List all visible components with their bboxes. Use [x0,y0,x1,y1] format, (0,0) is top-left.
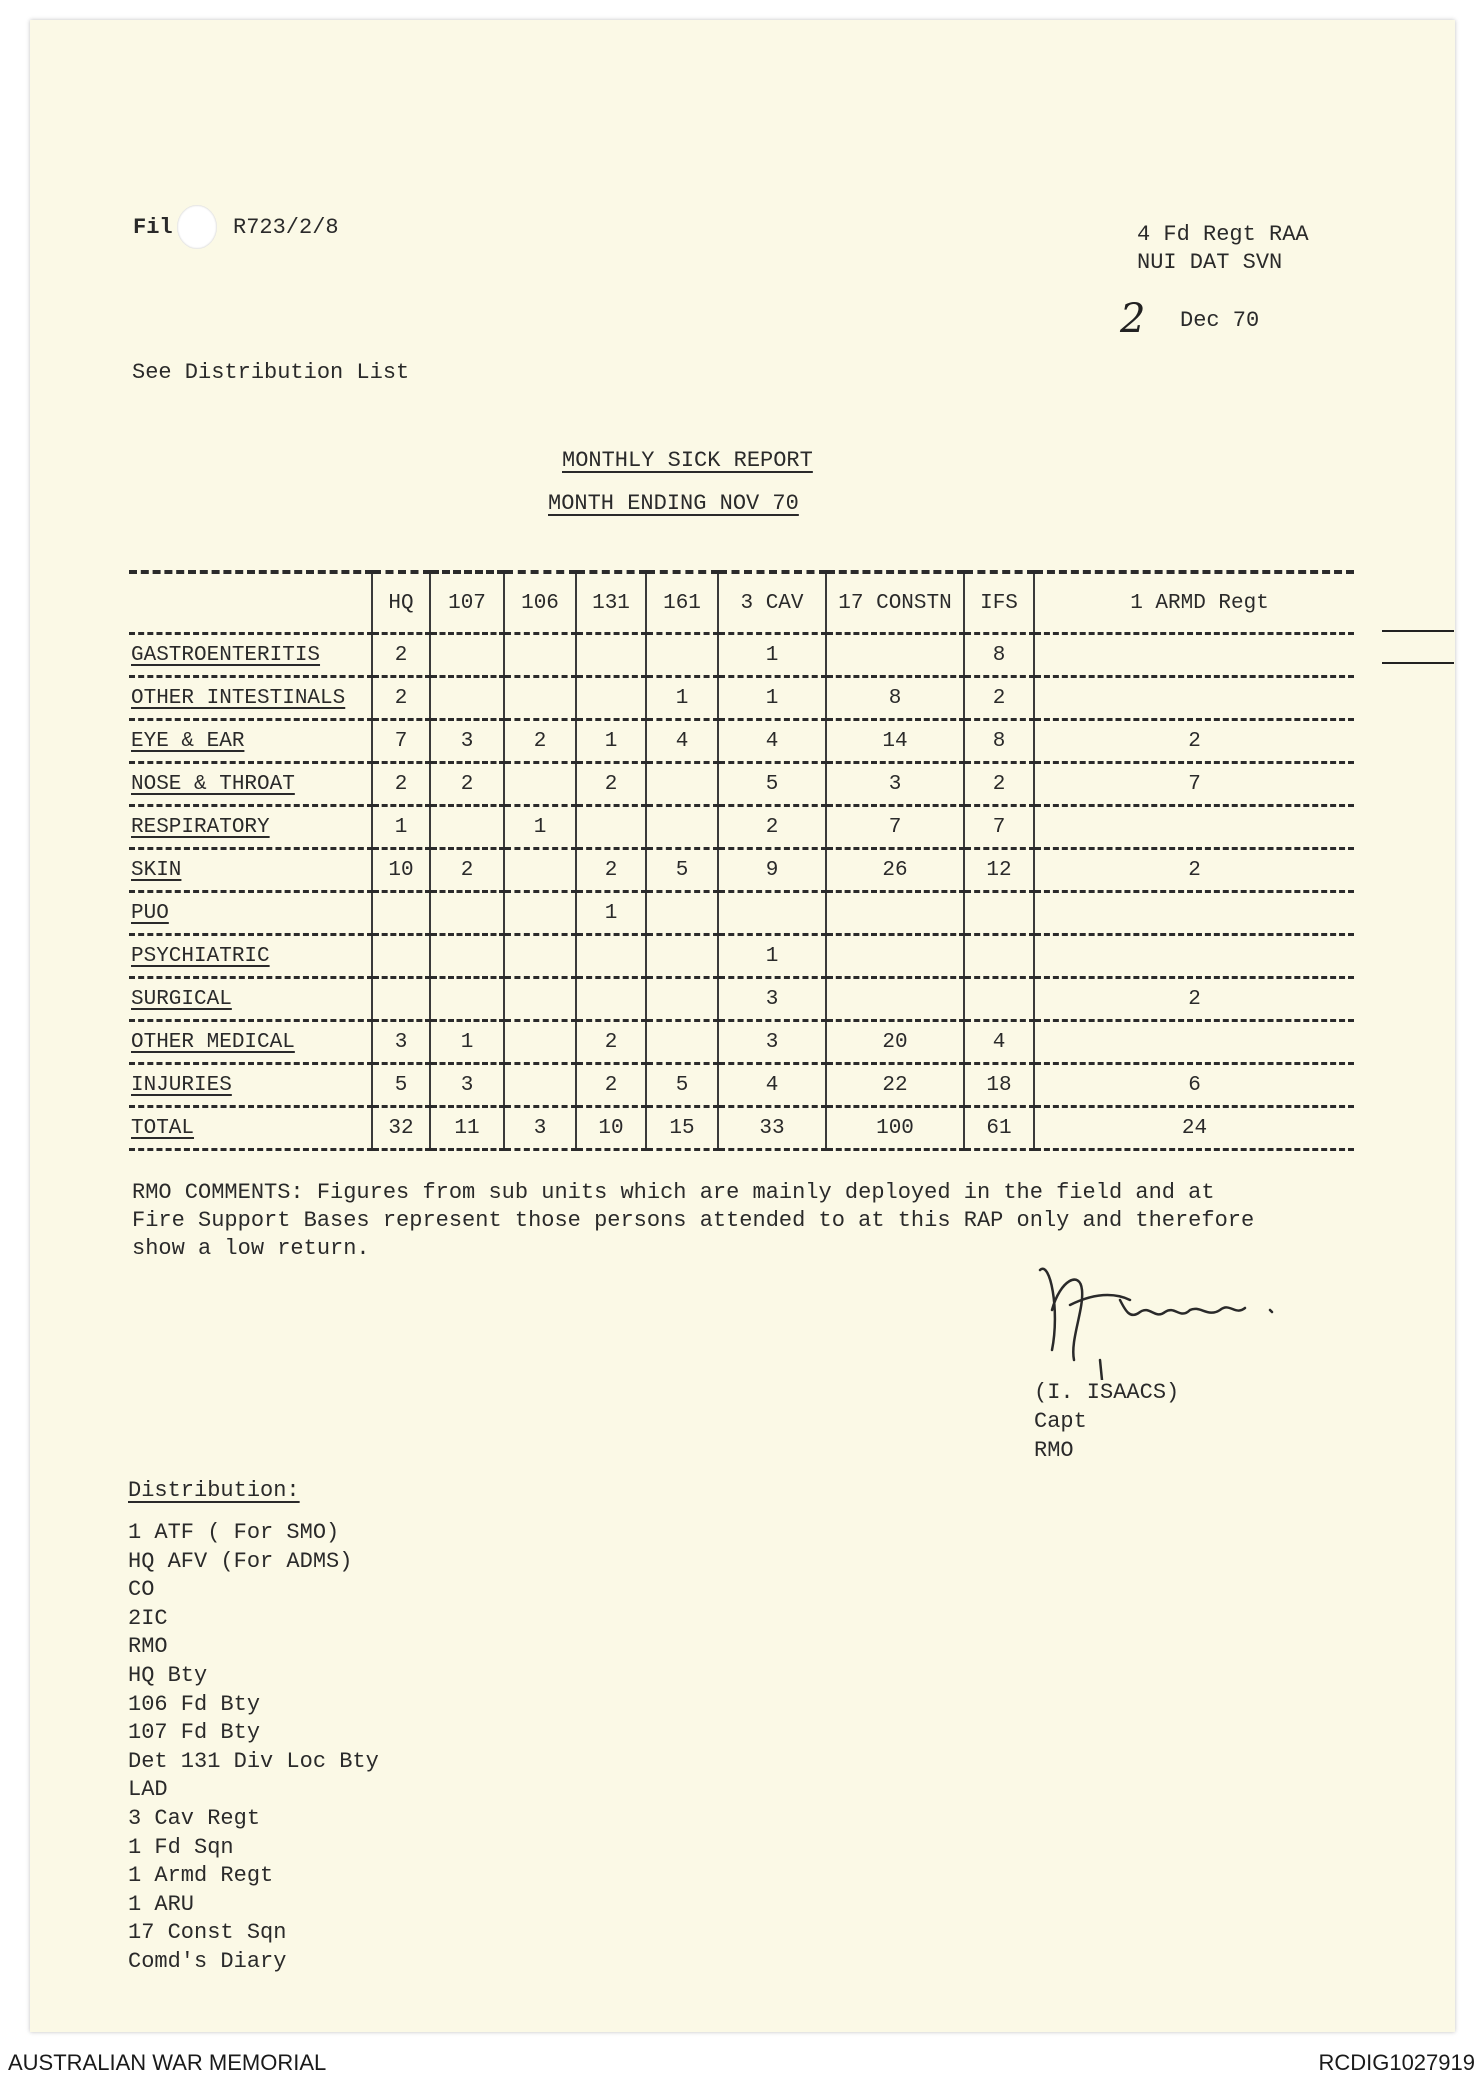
table-cell [430,634,504,677]
table-cell [964,935,1034,978]
table-cell [504,763,576,806]
row-label: SURGICAL [129,978,372,1021]
row-label: SKIN [129,849,372,892]
table-cell: 4 [964,1021,1034,1064]
table-cell: 2 [1034,720,1354,763]
column-header: 1 ARMD Regt [1034,572,1354,634]
table-cell: 10 [372,849,430,892]
column-header: HQ [372,572,430,634]
table-cell: 26 [826,849,964,892]
unit-name: 4 Fd Regt RAA [1137,222,1309,247]
table-cell: 3 [430,720,504,763]
column-header: 17 CONSTN [826,572,964,634]
row-label: GASTROENTERITIS [129,634,372,677]
table-cell [372,935,430,978]
table-cell [372,978,430,1021]
distribution-item: 1 Armd Regt [128,1863,274,1889]
table-cell: 1 [372,806,430,849]
table-cell [1034,806,1354,849]
table-cell: 4 [646,720,718,763]
table-cell [372,892,430,935]
table-cell: 2 [576,849,646,892]
table-cell: 1 [718,677,826,720]
signatory-name: (I. ISAACS) [1034,1380,1180,1405]
column-header: IFS [964,572,1034,634]
column-header: 3 CAV [718,572,826,634]
file-prefix: Fil [133,215,173,240]
table-cell: 1 [504,806,576,849]
table-row [129,1107,1354,1150]
distribution-item: Comd's Diary [128,1948,287,1974]
table-cell: 1 [718,634,826,677]
distribution-item: LAD [128,1777,168,1803]
table-cell [576,677,646,720]
distribution-item: 17 Const Sqn [128,1920,287,1946]
table-cell [1034,677,1354,720]
distribution-item: 2IC [128,1605,168,1631]
table-cell [430,892,504,935]
table-cell: 8 [964,634,1034,677]
table-cell: 1 [718,935,826,978]
row-label: PSYCHIATRIC [129,935,372,978]
table-cell [430,978,504,1021]
table-cell [430,677,504,720]
row-label: OTHER INTESTINALS [129,677,372,720]
table-cell: 2 [964,677,1034,720]
distribution-item: 1 ATF ( For SMO) [128,1520,340,1545]
column-header: 106 [504,572,576,634]
table-cell: 7 [372,720,430,763]
table-cell [504,849,576,892]
table-row [129,763,1354,806]
table-cell: 1 [576,892,646,935]
table-cell [646,978,718,1021]
table-cell: 3 [718,1021,826,1064]
table-cell: 6 [1034,1064,1354,1107]
table-cell [576,935,646,978]
row-label: EYE & EAR [129,720,372,763]
table-cell [718,892,826,935]
archive-reference: RCDIG1027919 [1318,2050,1475,2075]
table-cell [430,935,504,978]
table-cell: 8 [964,720,1034,763]
table-cell: 3 [372,1021,430,1064]
table-cell: 61 [964,1107,1034,1150]
column-header: 107 [430,572,504,634]
table-cell: 3 [504,1107,576,1150]
unit-location: NUI DAT SVN [1137,250,1283,275]
table-cell [504,634,576,677]
table-cell: 1 [646,677,718,720]
table-cell: 3 [430,1064,504,1107]
table-cell: 12 [964,849,1034,892]
rmo-comments-line-2: Fire Support Bases represent those persons attended to at this RAP only and therefore [132,1208,1255,1233]
margin-mark [1382,662,1454,664]
table-cell: 100 [826,1107,964,1150]
table-cell [504,1064,576,1107]
table-corner [129,572,372,634]
handwritten-date-day: 2 [1120,296,1146,342]
table-cell: 22 [826,1064,964,1107]
table-cell [1034,634,1354,677]
table-cell: 2 [576,1064,646,1107]
table-cell: 3 [826,763,964,806]
table-cell: 20 [826,1021,964,1064]
distribution-item: 1 Fd Sqn [128,1834,234,1860]
table-cell: 2 [964,763,1034,806]
table-cell [576,806,646,849]
row-label: TOTAL [129,1107,372,1150]
distribution-item: RMO [128,1634,168,1660]
distribution-item: HQ AFV (For ADMS) [128,1548,353,1574]
distribution-heading: Distribution: [128,1478,300,1503]
sick-report-table [129,570,1354,1151]
table-cell [964,892,1034,935]
table-row [129,806,1354,849]
handwritten-signature [1030,1250,1310,1380]
table-cell: 7 [964,806,1034,849]
table-row [129,1021,1354,1064]
table-cell [1034,892,1354,935]
table-cell [504,677,576,720]
table-cell [646,806,718,849]
table-cell [1034,935,1354,978]
table-cell: 5 [646,849,718,892]
distribution-item: 3 Cav Regt [128,1805,261,1831]
table-cell: 3 [718,978,826,1021]
table-cell [646,1021,718,1064]
distribution-item: 107 Fd Bty [128,1720,261,1746]
table-cell [826,978,964,1021]
table-row [129,634,1354,677]
table-row [129,849,1354,892]
table-cell [646,892,718,935]
table-cell: 2 [504,720,576,763]
table-cell: 8 [826,677,964,720]
archive-name: AUSTRALIAN WAR MEMORIAL [8,2050,327,2075]
table-cell [430,806,504,849]
table-cell [504,978,576,1021]
table-row [129,1064,1354,1107]
signatory-role: RMO [1034,1438,1074,1463]
table-cell [826,935,964,978]
table-cell [576,978,646,1021]
table-cell: 18 [964,1064,1034,1107]
table-header-row [129,572,1354,634]
table-cell: 2 [372,763,430,806]
table-cell: 32 [372,1107,430,1150]
table-cell: 9 [718,849,826,892]
table-cell: 2 [430,763,504,806]
distribution-item: 1 ARU [128,1891,195,1917]
table-cell: 2 [576,763,646,806]
table-cell: 5 [646,1064,718,1107]
distribution-item: HQ Bty [128,1662,208,1688]
table-cell: 7 [826,806,964,849]
distribution-item: 106 Fd Bty [128,1691,261,1717]
date-month-year: Dec 70 [1180,308,1260,333]
rmo-comments-line-3: show a low return. [132,1236,370,1261]
table-row [129,677,1354,720]
table-cell [646,935,718,978]
row-label: RESPIRATORY [129,806,372,849]
addressee: See Distribution List [132,360,410,385]
table-cell: 2 [1034,978,1354,1021]
table-cell: 2 [1034,849,1354,892]
row-label: INJURIES [129,1064,372,1107]
table-cell: 24 [1034,1107,1354,1150]
table-cell [504,892,576,935]
table-cell: 10 [576,1107,646,1150]
table-cell: 7 [1034,763,1354,806]
table-cell: 33 [718,1107,826,1150]
table-cell [1034,1021,1354,1064]
table-cell: 2 [430,849,504,892]
table-cell: 5 [718,763,826,806]
table-cell: 4 [718,720,826,763]
signatory-rank: Capt [1034,1409,1087,1434]
table-cell [646,763,718,806]
table-row [129,720,1354,763]
punch-hole [177,205,217,249]
table-cell: 4 [718,1064,826,1107]
column-header: 161 [646,572,718,634]
distribution-item: Det 131 Div Loc Bty [128,1748,379,1774]
row-label: OTHER MEDICAL [129,1021,372,1064]
table-cell [826,634,964,677]
report-subtitle: MONTH ENDING NOV 70 [548,491,799,516]
file-reference: R723/2/8 [233,215,339,240]
report-title: MONTHLY SICK REPORT [562,448,813,473]
table-cell [504,935,576,978]
table-cell: 1 [430,1021,504,1064]
table-cell: 5 [372,1064,430,1107]
table-cell [964,978,1034,1021]
rmo-comments-line-1: RMO COMMENTS: Figures from sub units which are mainly deployed in the field and at [132,1180,1215,1205]
table-row [129,892,1354,935]
column-header: 131 [576,572,646,634]
table-cell [826,892,964,935]
table-cell: 2 [718,806,826,849]
table-cell [576,634,646,677]
table-row [129,935,1354,978]
table-row [129,978,1354,1021]
table-cell: 2 [372,677,430,720]
table-cell [646,634,718,677]
table-cell: 2 [372,634,430,677]
table-cell: 11 [430,1107,504,1150]
table-cell [504,1021,576,1064]
distribution-list [128,1519,379,1977]
table-cell: 15 [646,1107,718,1150]
table-cell: 14 [826,720,964,763]
table-cell: 1 [576,720,646,763]
row-label: NOSE & THROAT [129,763,372,806]
table-cell: 2 [576,1021,646,1064]
distribution-item: CO [128,1577,155,1603]
row-label: PUO [129,892,372,935]
margin-mark [1382,630,1454,632]
